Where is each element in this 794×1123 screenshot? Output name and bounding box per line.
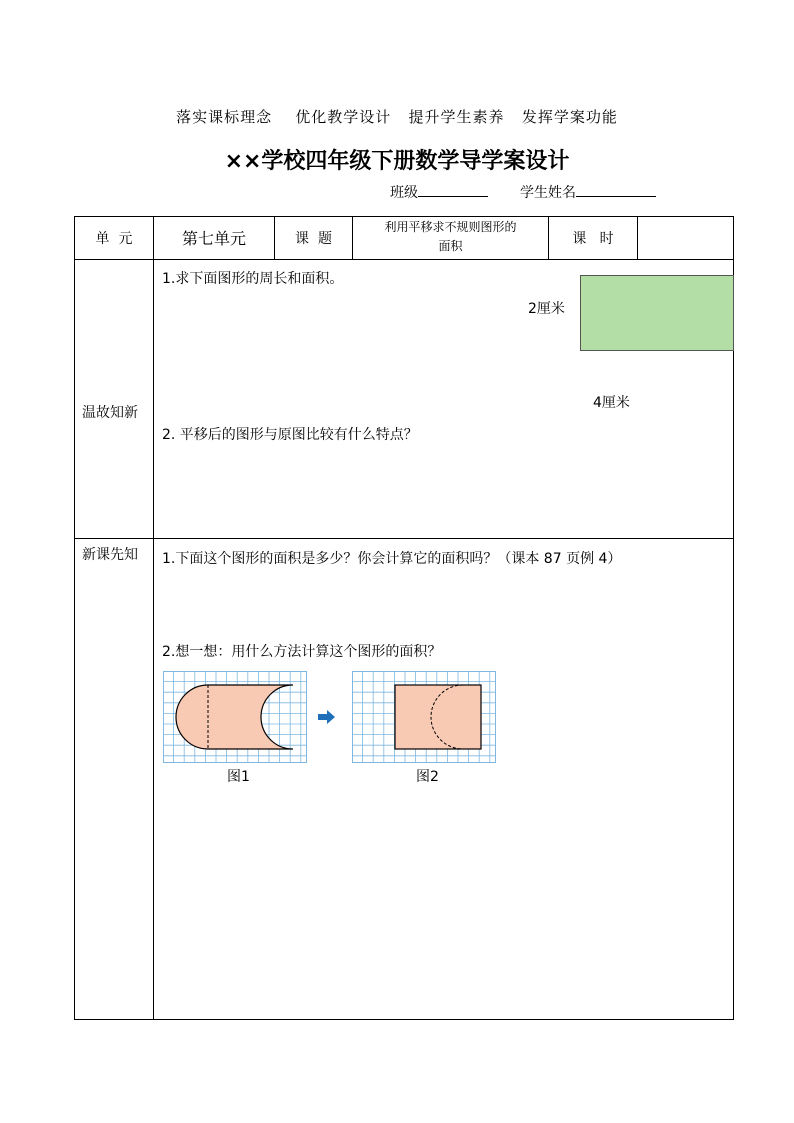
figure-2-caption: 图2 bbox=[416, 769, 439, 785]
section1-question2: 2. 平移后的图形与原图比较有什么特点？ bbox=[162, 427, 418, 443]
arrow-right-icon bbox=[318, 710, 336, 724]
table-row-divider-2 bbox=[74, 538, 734, 539]
table-col-divider-label bbox=[153, 216, 154, 1020]
class-label: 班级 bbox=[390, 185, 418, 201]
topic-label: 课 题 bbox=[295, 230, 332, 247]
green-rectangle bbox=[580, 275, 734, 351]
page-title: ××学校四年级下册数学导学案设计 bbox=[224, 149, 570, 174]
topic-value bbox=[353, 218, 548, 259]
table-row-divider-1 bbox=[74, 259, 734, 260]
class-field bbox=[390, 182, 488, 202]
student-field bbox=[520, 182, 656, 202]
rect-length-label: 4厘米 bbox=[593, 395, 630, 411]
rect-width-label: 2厘米 bbox=[528, 301, 565, 317]
topic-value-line2: 面积 bbox=[438, 239, 463, 253]
topic-value-line1: 利用平移求不规则图形的 bbox=[384, 220, 517, 234]
class-blank bbox=[418, 182, 488, 197]
unit-label: 单 元 bbox=[95, 230, 133, 247]
figure-1-caption: 图1 bbox=[227, 769, 250, 785]
section2-question2: 2.想一想：用什么方法计算这个图形的面积？ bbox=[162, 644, 442, 660]
table-border-left bbox=[74, 216, 75, 1020]
table-col-divider-5 bbox=[637, 216, 638, 260]
section2-question1: 1.下面这个图形的面积是多少？你会计算它的面积吗？（课本 87 页例 4） bbox=[162, 551, 622, 567]
student-blank bbox=[576, 182, 656, 197]
figure-1 bbox=[163, 671, 307, 763]
table-border-bottom bbox=[74, 1019, 734, 1020]
figure-2-rectangle bbox=[395, 685, 481, 749]
unit-value: 第七单元 bbox=[181, 229, 246, 248]
section1-label: 温故知新 bbox=[82, 405, 138, 421]
section2-label: 新课先知 bbox=[82, 547, 138, 563]
section1-question1: 1.求下面图形的周长和面积。 bbox=[162, 271, 344, 287]
motto: 落实课标理念 优化教学设计 提升学生素养 发挥学案功能 bbox=[176, 108, 618, 126]
period-label: 课 时 bbox=[572, 230, 614, 247]
student-label: 学生姓名 bbox=[520, 185, 576, 201]
figure-2 bbox=[352, 671, 496, 763]
